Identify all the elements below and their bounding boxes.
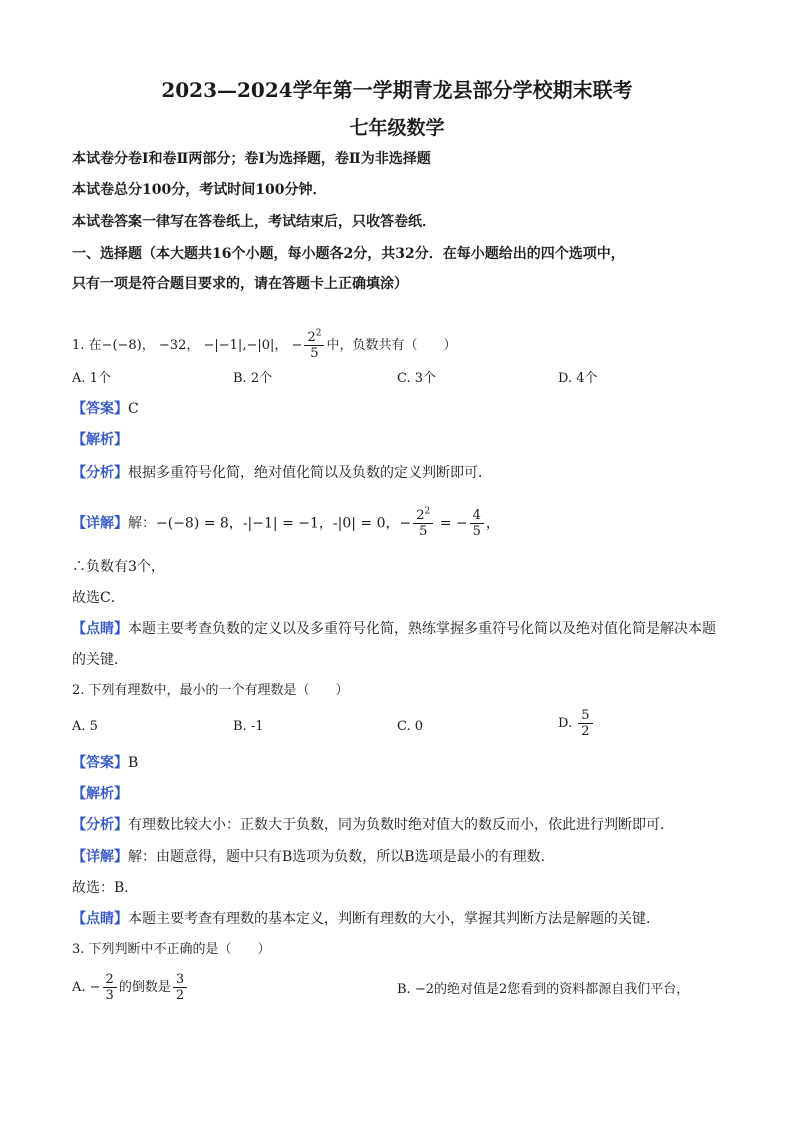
q3-option-a-fraction-1 <box>103 972 117 1003</box>
q1-sep: ， <box>141 338 155 353</box>
q1-count-line: ∴负数有3个， <box>72 559 165 575</box>
q1-fraction <box>304 330 324 361</box>
q1-detail-fraction-1 <box>413 508 433 539</box>
q2-choose-line: 故选：B． <box>72 880 139 896</box>
section-heading-line-1: 一、选择题（本大题共16个小题，每小题各2分，共32分．在每小题给出的四个选项中， <box>72 246 625 262</box>
q2-option-d-fraction <box>578 708 592 739</box>
q1-expr-3: −|−1|,−|0| <box>203 338 275 353</box>
q2-detail-text: 解：由题意得，题中只有B选项为负数，所以B选项是最小的有理数． <box>128 849 555 865</box>
q1-option-a[interactable]: A. 1个 <box>72 371 111 386</box>
analysis-tag: 【解析】 <box>72 432 128 448</box>
q2-option-b[interactable]: B. -1 <box>233 719 264 734</box>
frac-num: 3 <box>173 972 187 988</box>
analysis-tag: 【解析】 <box>72 786 128 802</box>
frac-den: 2 <box>175 988 185 1003</box>
q2-option-a[interactable]: A. 5 <box>72 719 98 734</box>
q1-expr-1: −(−8) <box>101 338 142 353</box>
q1-analysis-heading <box>72 430 128 450</box>
q1-detail-fraction-2 <box>470 508 484 539</box>
q1-detail-prefix: 解： <box>128 515 156 532</box>
frac-num: 4 <box>470 508 484 524</box>
fenxi-tag: 【分析】 <box>72 465 128 481</box>
q1-option-b[interactable]: B. 2个 <box>233 371 273 386</box>
frac-num: 2 <box>416 508 425 523</box>
q1-suffix: 中，负数共有（ ） <box>326 338 457 353</box>
q2-fenxi-text: 有理数比较大小：正数大于负数，同为负数时绝对值大的数反而小，依此进行判断即可． <box>128 817 674 833</box>
intro-line-2: 本试卷总分100分，考试时间100分钟． <box>72 182 327 198</box>
q3-option-a-prefix: A. − <box>72 980 101 995</box>
frac-den: 3 <box>105 988 114 1003</box>
q1-option-c[interactable]: C. 3个 <box>397 371 437 386</box>
q3-option-b[interactable]: B. −2的绝对值是2您看到的资料都源自我们平台， <box>397 982 690 997</box>
q1-dianjing-cont: 的关键． <box>72 652 128 668</box>
answer-tag: 【答案】 <box>72 755 128 771</box>
q1-detail <box>72 508 500 539</box>
q2-dianjing-text: 本题主要考查有理数的基本定义，判断有理数的大小，掌握其判断方法是解题的关键． <box>128 911 660 927</box>
q2-answer <box>72 753 138 773</box>
frac-den: 2 <box>581 724 590 739</box>
q3-stem: 3. 下列判断中不正确的是（ ） <box>72 942 271 957</box>
frac-num: 2 <box>307 330 316 345</box>
intro-line-3: 本试卷答案一律写在答卷纸上，考试结束后，只收答卷纸． <box>72 214 436 230</box>
xiangjie-tag: 【详解】 <box>72 849 128 865</box>
q1-choose-line: 故选C． <box>72 590 125 606</box>
q1-sep: ， <box>186 338 200 353</box>
q1-fenxi <box>72 463 492 483</box>
q3-option-a-mid: 的倒数是 <box>118 980 171 995</box>
q1-expr-2: −32 <box>158 338 187 353</box>
q3-option-a[interactable] <box>72 972 189 1003</box>
q1-prefix: 1. 在 <box>72 338 102 353</box>
frac-den: 5 <box>472 524 481 539</box>
q1-stem <box>72 330 456 361</box>
frac-den: 5 <box>310 346 319 361</box>
frac-exp: 2 <box>315 328 322 339</box>
q3-option-a-fraction-2 <box>173 972 187 1003</box>
q2-option-d[interactable] <box>558 708 595 739</box>
q1-sep: ， <box>274 338 288 353</box>
q1-option-d[interactable]: D. 4个 <box>558 371 598 386</box>
dianjing-tag: 【点睛】 <box>72 911 128 927</box>
q1-answer-value: C <box>128 401 139 417</box>
fenxi-tag: 【分析】 <box>72 817 128 833</box>
q2-detail <box>72 847 555 867</box>
xiangjie-tag: 【详解】 <box>72 515 128 532</box>
q1-detail-main: −(−8) = 8，-|−1| = −1，-|0| = 0，− <box>156 515 412 532</box>
q2-dianjing <box>72 909 660 929</box>
q1-detail-end: ， <box>485 515 500 532</box>
intro-line-1: 本试卷分卷Ⅰ和卷Ⅱ两部分；卷Ⅰ为选择题，卷Ⅱ为非选择题 <box>72 151 431 167</box>
exam-title: 2023—2024学年第一学期青龙县部分学校期末联考 <box>161 78 633 102</box>
q1-answer <box>72 399 139 419</box>
frac-num: 5 <box>578 708 592 724</box>
q1-dianjing-text-1: 本题主要考查负数的定义以及多重符号化简，熟练掌握多重符号化简以及绝对值化简是解决本题 <box>128 621 716 637</box>
dianjing-tag: 【点睛】 <box>72 621 128 637</box>
q2-answer-value: B <box>128 755 139 771</box>
frac-num: 2 <box>103 972 117 988</box>
q1-fenxi-text: 根据多重符号化简，绝对值化简以及负数的定义判断即可． <box>128 465 492 481</box>
q2-option-c[interactable]: C. 0 <box>397 719 424 734</box>
q1-expr-4-minus: − <box>291 338 303 353</box>
q1-dianjing <box>72 619 716 639</box>
q2-stem: 2. 下列有理数中，最小的一个有理数是（ ） <box>72 683 349 698</box>
section-heading-line-2: 只有一项是符合题目要求的，请在答题卡上正确填涂） <box>72 276 408 292</box>
frac-den: 5 <box>419 524 428 539</box>
q1-detail-eq: = − <box>435 515 468 532</box>
frac-exp: 2 <box>424 506 431 517</box>
q2-option-d-prefix: D. <box>558 716 573 731</box>
q2-analysis-heading <box>72 784 128 804</box>
answer-tag: 【答案】 <box>72 401 128 417</box>
exam-subtitle: 七年级数学 <box>349 117 445 139</box>
q2-fenxi <box>72 815 674 835</box>
